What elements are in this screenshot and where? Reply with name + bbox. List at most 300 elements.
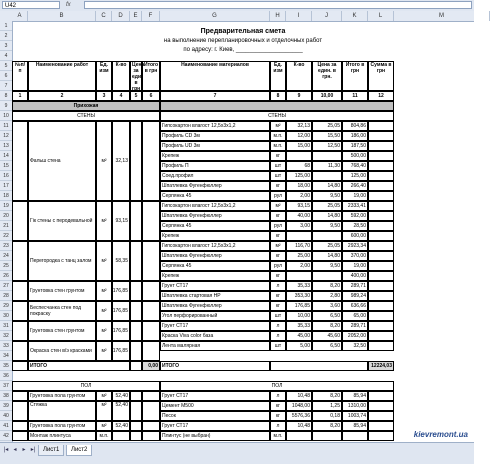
name-box[interactable]: U42 (2, 1, 60, 9)
column-header-l[interactable]: L (368, 11, 394, 21)
material-unit[interactable]: кг (270, 181, 286, 191)
row-header[interactable]: 38 (0, 391, 12, 401)
formula-input[interactable] (84, 1, 472, 9)
row-header[interactable]: 8 (0, 91, 12, 101)
work-name[interactable]: Окраска стен в/э красками (28, 341, 96, 361)
material-qty[interactable] (286, 271, 312, 281)
column-header-h[interactable]: H (270, 11, 286, 21)
material-total[interactable]: 804,86 (342, 121, 368, 131)
material-sum[interactable] (368, 301, 394, 311)
material-qty[interactable]: 5,00 (286, 341, 312, 351)
floor-work-unit[interactable]: м² (96, 401, 112, 421)
work-name[interactable]: Гiк стены с перодевальной (28, 201, 96, 241)
material-total[interactable]: 187,50 (342, 141, 368, 151)
material-unit[interactable]: кг (270, 211, 286, 221)
material-unit[interactable]: шт (270, 161, 286, 171)
next-sheet-icon[interactable]: ▸ (22, 447, 26, 453)
work-total[interactable] (142, 281, 160, 301)
material-sum[interactable] (368, 331, 394, 341)
floor-work-qty[interactable]: 52,40 (112, 401, 130, 421)
floor-material-qty[interactable]: 5576,36 (286, 411, 312, 421)
section-room[interactable]: Прихожая (12, 101, 160, 111)
material-unit[interactable]: шт (270, 171, 286, 181)
header-num[interactable]: №п/п (12, 61, 28, 91)
row-header[interactable]: 2 (0, 31, 12, 41)
material-name[interactable]: Грунт СТ17 (160, 321, 270, 331)
material-unit[interactable]: л (270, 281, 286, 291)
work-total[interactable] (142, 241, 160, 281)
material-total[interactable]: 400,00 (342, 271, 368, 281)
material-name[interactable]: Гипсокартон влагост 12,5х3х1,2 (160, 201, 270, 211)
floor-material-qty[interactable]: 10,48 (286, 391, 312, 401)
floor-work-price[interactable] (130, 421, 142, 431)
header-work-name[interactable]: Наименование работ (28, 61, 96, 91)
material-sum[interactable] (368, 321, 394, 331)
work-num[interactable] (12, 121, 28, 201)
material-qty[interactable]: 25,00 (286, 251, 312, 261)
material-unit[interactable]: м² (270, 241, 286, 251)
material-total[interactable]: 2333,41 (342, 201, 368, 211)
material-total[interactable]: 600,00 (342, 231, 368, 241)
floor-material-sum[interactable] (368, 391, 394, 401)
mat-total-label[interactable]: ИТОГО (160, 361, 270, 371)
material-unit[interactable]: рул (270, 261, 286, 271)
material-unit[interactable]: м² (270, 201, 286, 211)
column-number[interactable]: 5 (130, 91, 142, 101)
material-unit[interactable]: л (270, 331, 286, 341)
material-name[interactable]: Серпянка 45 (160, 261, 270, 271)
material-price[interactable]: 25,05 (312, 201, 342, 211)
material-qty[interactable]: 35,33 (286, 281, 312, 291)
work-total[interactable] (142, 301, 160, 321)
work-qty[interactable]: 176,85 (112, 301, 130, 321)
material-price[interactable] (312, 231, 342, 241)
section-walls[interactable]: СТЕНЫ (12, 111, 160, 121)
material-qty[interactable]: 3,00 (286, 221, 312, 231)
section-floor[interactable]: ПОЛ (12, 381, 160, 391)
floor-material-qty[interactable] (286, 431, 312, 441)
material-name[interactable]: Шпатлевка Фугенфюллер (160, 251, 270, 261)
row-header[interactable]: 25 (0, 261, 12, 271)
section-walls-mat[interactable]: СТЕНЫ (160, 111, 394, 121)
material-price[interactable]: 25,05 (312, 241, 342, 251)
floor-work-price[interactable] (130, 391, 142, 401)
floor-material-name[interactable]: Грунт СТ17 (160, 391, 270, 401)
floor-work-total[interactable] (142, 421, 160, 431)
material-price[interactable]: 6,50 (312, 311, 342, 321)
material-qty[interactable]: 18,00 (286, 181, 312, 191)
material-total[interactable]: 768,40 (342, 161, 368, 171)
floor-material-name[interactable]: Грунт СТ17 (160, 421, 270, 431)
floor-material-name[interactable]: Плинтус (не выбран) (160, 431, 270, 441)
work-qty[interactable]: 176,85 (112, 281, 130, 301)
material-qty[interactable]: 116,70 (286, 241, 312, 251)
first-sheet-icon[interactable]: |◂ (3, 447, 9, 453)
material-qty[interactable]: 10,00 (286, 311, 312, 321)
column-header-f[interactable]: F (142, 11, 160, 21)
material-unit[interactable]: рул (270, 191, 286, 201)
material-name[interactable]: Гипсокартон влагост 12,5х3х1,2 (160, 241, 270, 251)
work-unit[interactable]: м² (96, 301, 112, 321)
material-price[interactable]: 9,50 (312, 221, 342, 231)
material-sum[interactable] (368, 141, 394, 151)
material-name[interactable]: Шпатлевка Фугенфюллер (160, 211, 270, 221)
floor-work-num[interactable] (12, 391, 28, 401)
material-price[interactable]: 3,60 (312, 301, 342, 311)
floor-work-unit[interactable]: м.п. (96, 431, 112, 441)
material-price[interactable] (312, 171, 342, 181)
work-num[interactable] (12, 321, 28, 341)
floor-work-price[interactable] (130, 401, 142, 421)
row-header[interactable]: 19 (0, 201, 12, 211)
row-header[interactable]: 30 (0, 311, 12, 321)
work-price[interactable] (130, 341, 142, 361)
material-total[interactable]: 2052,00 (342, 331, 368, 341)
row-header[interactable]: 26 (0, 271, 12, 281)
floor-work-total[interactable] (142, 431, 160, 441)
work-num[interactable] (12, 281, 28, 301)
material-price[interactable]: 6,50 (312, 341, 342, 351)
work-name[interactable]: Грунтовка стен грунтом (28, 321, 96, 341)
floor-material-name[interactable]: Цемент М500 (160, 401, 270, 411)
floor-work-qty[interactable] (112, 431, 130, 441)
material-unit[interactable]: кг (270, 151, 286, 161)
work-num[interactable] (12, 301, 28, 321)
section-room-mat[interactable] (160, 101, 394, 111)
material-total[interactable]: 28,50 (342, 221, 368, 231)
work-qty[interactable]: 176,85 (112, 321, 130, 341)
column-header-j[interactable]: J (312, 11, 342, 21)
work-unit[interactable]: м² (96, 341, 112, 361)
column-header-i[interactable]: I (286, 11, 312, 21)
fx-icon[interactable]: fx (66, 2, 71, 8)
column-number[interactable]: 12 (368, 91, 394, 101)
row-header[interactable]: 9 (0, 101, 12, 111)
material-sum[interactable] (368, 231, 394, 241)
material-sum[interactable] (368, 201, 394, 211)
material-sum[interactable] (368, 211, 394, 221)
floor-material-unit[interactable]: м.п. (270, 431, 286, 441)
work-unit[interactable]: м² (96, 121, 112, 201)
material-sum[interactable] (368, 161, 394, 171)
row-header[interactable]: 36 (0, 371, 12, 381)
floor-work-total[interactable] (142, 391, 160, 401)
material-name[interactable]: Грунт СТ17 (160, 281, 270, 291)
material-total[interactable]: 289,71 (342, 321, 368, 331)
row-header[interactable]: 29 (0, 301, 12, 311)
row-header[interactable]: 35 (0, 361, 12, 371)
floor-material-price[interactable]: 0,18 (312, 411, 342, 421)
material-unit[interactable]: м.п. (270, 141, 286, 151)
row-header[interactable]: 4 (0, 51, 12, 61)
material-total[interactable]: 289,71 (342, 281, 368, 291)
column-number[interactable]: 6 (142, 91, 160, 101)
tab-sheet2[interactable]: Лист2 (66, 445, 92, 456)
row-header[interactable]: 32 (0, 331, 12, 341)
material-price[interactable] (312, 271, 342, 281)
row-header[interactable]: 1 (0, 21, 12, 31)
material-price[interactable] (312, 151, 342, 161)
material-name[interactable]: Профиль UD 3м (160, 141, 270, 151)
material-name[interactable]: Шпатлевка стартовая HP (160, 291, 270, 301)
work-total[interactable] (142, 341, 160, 361)
work-price[interactable] (130, 301, 142, 321)
row-header[interactable]: 11 (0, 121, 12, 131)
work-name[interactable]: Беспесчанка стен под покраску (28, 301, 96, 321)
material-unit[interactable]: кг (270, 251, 286, 261)
material-qty[interactable]: 32,13 (286, 121, 312, 131)
material-name[interactable]: Шпатлевка Фугенфюллер (160, 301, 270, 311)
floor-work-total[interactable] (142, 401, 160, 421)
floor-material-qty[interactable]: 1048,00 (286, 401, 312, 411)
material-sum[interactable] (368, 271, 394, 281)
column-number[interactable]: 7 (160, 91, 270, 101)
header-price-unit[interactable]: Цена за еди. в грн (132, 62, 145, 92)
material-total[interactable]: 65,00 (342, 311, 368, 321)
column-number[interactable]: 8 (270, 91, 286, 101)
work-qty[interactable]: 93,15 (112, 201, 130, 241)
row-header[interactable]: 20 (0, 211, 12, 221)
material-total[interactable]: 2923,34 (342, 241, 368, 251)
floor-work-qty[interactable]: 52,40 (112, 391, 130, 401)
column-header-c[interactable]: C (96, 11, 112, 21)
row-header[interactable]: 42 (0, 431, 12, 441)
material-name[interactable]: Серпянка 45 (160, 191, 270, 201)
material-unit[interactable]: рул (270, 221, 286, 231)
material-sum[interactable] (368, 311, 394, 321)
row-header[interactable]: 21 (0, 221, 12, 231)
material-sum[interactable] (368, 291, 394, 301)
floor-material-price[interactable] (312, 431, 342, 441)
material-price[interactable]: 2,80 (312, 291, 342, 301)
material-qty[interactable]: 125,00 (286, 171, 312, 181)
material-sum[interactable] (368, 261, 394, 271)
material-qty[interactable]: 176,85 (286, 301, 312, 311)
row-header[interactable]: 18 (0, 191, 12, 201)
column-number[interactable]: 2 (28, 91, 96, 101)
column-number[interactable]: 3 (96, 91, 112, 101)
material-name[interactable]: Шпатлевка Фугенфюллер (160, 181, 270, 191)
work-price[interactable] (130, 281, 142, 301)
material-name[interactable]: Профиль П (160, 161, 270, 171)
floor-material-sum[interactable] (368, 411, 394, 421)
material-total[interactable]: 636,66 (342, 301, 368, 311)
material-name[interactable]: Угол перфорированный (160, 311, 270, 321)
column-number[interactable]: 4 (112, 91, 130, 101)
material-price[interactable]: 8,20 (312, 321, 342, 331)
material-unit[interactable]: м² (270, 121, 286, 131)
header-total[interactable]: Итого в грн (142, 61, 160, 91)
material-name[interactable]: Крепеж (160, 271, 270, 281)
floor-material-total[interactable]: 1310,00 (342, 401, 368, 411)
row-header[interactable]: 31 (0, 321, 12, 331)
material-total[interactable]: 500,00 (342, 151, 368, 161)
row-header[interactable]: 12 (0, 131, 12, 141)
work-unit[interactable]: м² (96, 321, 112, 341)
work-name[interactable]: Грунтовка стен грунтом (28, 281, 96, 301)
work-total[interactable] (142, 121, 160, 201)
work-unit[interactable]: м² (96, 281, 112, 301)
row-header[interactable]: 3 (0, 41, 12, 51)
work-qty[interactable]: 32,13 (112, 121, 130, 201)
work-total[interactable] (142, 201, 160, 241)
header-mat-total[interactable]: Итого в грн (342, 61, 368, 91)
material-price[interactable]: 14,80 (312, 251, 342, 261)
row-header[interactable]: 7 (0, 81, 12, 91)
material-sum[interactable] (368, 191, 394, 201)
last-sheet-icon[interactable]: ▸| (30, 447, 36, 453)
material-total[interactable]: 989,24 (342, 291, 368, 301)
row-header[interactable]: 10 (0, 111, 12, 121)
work-qty[interactable]: 58,35 (112, 241, 130, 281)
material-unit[interactable]: л (270, 321, 286, 331)
work-num[interactable] (12, 201, 28, 241)
floor-material-unit[interactable]: кг (270, 411, 286, 421)
material-qty[interactable]: 45,00 (286, 331, 312, 341)
floor-material-unit[interactable]: кг (270, 401, 286, 411)
row-header[interactable]: 6 (0, 71, 12, 81)
column-header-e[interactable]: E (130, 11, 142, 21)
column-number[interactable]: 10,00 (312, 91, 342, 101)
header-mat-price[interactable]: Цена за един. в грн. (312, 61, 342, 91)
material-qty[interactable] (286, 231, 312, 241)
material-total[interactable]: 370,00 (342, 251, 368, 261)
material-unit[interactable]: кг (270, 301, 286, 311)
work-num[interactable] (12, 341, 28, 361)
floor-material-price[interactable]: 1,25 (312, 401, 342, 411)
column-header-k[interactable]: K (342, 11, 368, 21)
header-qty[interactable]: К-во (112, 61, 130, 91)
material-name[interactable]: Краска Vivа color база (160, 331, 270, 341)
material-total[interactable]: 32,50 (342, 341, 368, 351)
material-sum[interactable] (368, 341, 394, 351)
header-unit[interactable]: Ед. изм (96, 61, 112, 91)
floor-material-total[interactable] (342, 431, 368, 441)
floor-work-num[interactable] (12, 401, 28, 421)
material-total[interactable]: 19,00 (342, 191, 368, 201)
prev-sheet-icon[interactable]: ◂ (13, 447, 17, 453)
material-name[interactable]: Соед.профил (160, 171, 270, 181)
material-unit[interactable]: м.п. (270, 131, 286, 141)
material-price[interactable]: 14,80 (312, 211, 342, 221)
material-qty[interactable]: 40,00 (286, 211, 312, 221)
column-header-a[interactable]: A (12, 11, 28, 21)
material-total[interactable]: 266,40 (342, 181, 368, 191)
floor-material-unit[interactable]: л (270, 391, 286, 401)
material-sum[interactable] (368, 251, 394, 261)
floor-work-num[interactable] (12, 421, 28, 431)
row-header[interactable]: 24 (0, 251, 12, 261)
material-unit[interactable]: шт (270, 341, 286, 351)
floor-material-price[interactable]: 8,20 (312, 421, 342, 431)
material-name[interactable]: Крепеж (160, 151, 270, 161)
material-price[interactable]: 15,50 (312, 131, 342, 141)
floor-work-unit[interactable]: м² (96, 391, 112, 401)
section-floor-mat[interactable]: ПОЛ (160, 381, 394, 391)
work-total[interactable] (142, 321, 160, 341)
row-header[interactable]: 40 (0, 411, 12, 421)
floor-material-price[interactable]: 8,20 (312, 391, 342, 401)
work-price[interactable] (130, 201, 142, 241)
floor-material-sum[interactable] (368, 401, 394, 411)
row-header[interactable]: 28 (0, 291, 12, 301)
column-header-b[interactable]: B (28, 11, 96, 21)
work-price[interactable] (130, 121, 142, 201)
material-total[interactable]: 186,00 (342, 131, 368, 141)
floor-material-qty[interactable]: 10,48 (286, 421, 312, 431)
column-header-d[interactable]: D (112, 11, 130, 21)
material-qty[interactable]: 35,33 (286, 321, 312, 331)
header-mat-unit[interactable]: Ед. изм (270, 61, 286, 91)
material-name[interactable]: Серпянка 45 (160, 221, 270, 231)
floor-work-unit[interactable]: м² (96, 421, 112, 431)
row-header[interactable]: 16 (0, 171, 12, 181)
column-number[interactable]: 1 (12, 91, 28, 101)
material-qty[interactable]: 68 (286, 161, 312, 171)
row-header[interactable]: 23 (0, 241, 12, 251)
column-number[interactable]: 11 (342, 91, 368, 101)
floor-material-unit[interactable]: л (270, 421, 286, 431)
work-num[interactable] (12, 241, 28, 281)
row-header[interactable]: 37 (0, 381, 12, 391)
material-price[interactable]: 9,50 (312, 261, 342, 271)
floor-material-total[interactable]: 85,94 (342, 421, 368, 431)
work-name[interactable]: Перегородка с танц залом (28, 241, 96, 281)
row-header[interactable]: 22 (0, 231, 12, 241)
material-qty[interactable]: 15,00 (286, 141, 312, 151)
row-header[interactable]: 13 (0, 141, 12, 151)
material-price[interactable]: 14,80 (312, 181, 342, 191)
floor-material-total[interactable]: 85,94 (342, 391, 368, 401)
material-price[interactable]: 11,30 (312, 161, 342, 171)
total-blank2[interactable] (130, 361, 142, 371)
column-header-g[interactable]: G (160, 11, 270, 21)
material-qty[interactable] (286, 151, 312, 161)
material-qty[interactable]: 2,00 (286, 261, 312, 271)
row-header[interactable]: 34 (0, 351, 12, 361)
row-header[interactable]: 15 (0, 161, 12, 171)
material-name[interactable]: Крепеж (160, 231, 270, 241)
material-unit[interactable]: кг (270, 271, 286, 281)
header-material-name[interactable]: Наименование материалов (160, 61, 270, 91)
material-price[interactable]: 12,50 (312, 141, 342, 151)
material-price[interactable]: 9,50 (312, 191, 342, 201)
total-blank[interactable] (12, 361, 28, 371)
work-unit[interactable]: м² (96, 201, 112, 241)
row-header[interactable]: 5 (0, 61, 12, 71)
material-unit[interactable]: кг (270, 231, 286, 241)
floor-material-total[interactable]: 1003,74 (342, 411, 368, 421)
material-name[interactable]: Лента малярная (160, 341, 270, 351)
material-unit[interactable]: шт (270, 311, 286, 321)
work-price[interactable] (130, 321, 142, 341)
floor-work-qty[interactable]: 52,40 (112, 421, 130, 431)
works-total[interactable]: 0,00 (142, 361, 160, 371)
material-price[interactable]: 8,20 (312, 281, 342, 291)
row-header[interactable]: 27 (0, 281, 12, 291)
material-price[interactable]: 25,05 (312, 121, 342, 131)
material-sum[interactable] (368, 171, 394, 181)
floor-work-name[interactable]: Монтаж плинтуса (28, 431, 96, 441)
work-qty[interactable]: 176,85 (112, 341, 130, 361)
floor-material-name[interactable]: Песок (160, 411, 270, 421)
material-sum[interactable] (368, 151, 394, 161)
header-mat-qty[interactable]: К-во (286, 61, 312, 91)
column-header-m[interactable]: M (394, 11, 490, 21)
row-header[interactable]: 14 (0, 151, 12, 161)
material-total[interactable]: 19,00 (342, 261, 368, 271)
material-sum[interactable] (368, 221, 394, 231)
